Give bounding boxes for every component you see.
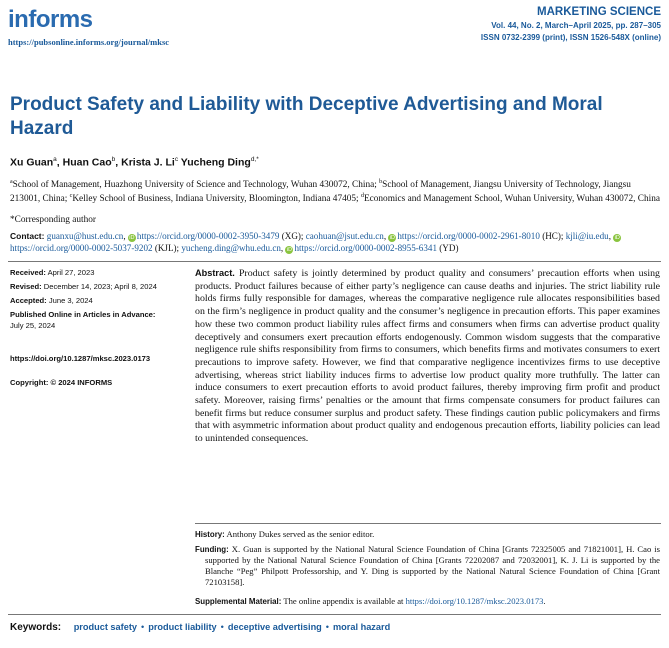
orcid-link[interactable]: https://orcid.org/0000-0002-3950-3479 bbox=[136, 231, 280, 241]
author-affil-mark: b bbox=[111, 156, 116, 163]
keyword-link[interactable]: moral hazard bbox=[333, 622, 391, 632]
doi-block bbox=[10, 354, 185, 365]
keyword-link[interactable]: product safety bbox=[73, 622, 137, 632]
author-affil-mark: c bbox=[174, 156, 179, 163]
author-affil-mark: d,* bbox=[250, 156, 259, 163]
issn-line: ISSN 0732-2399 (print), ISSN 1526-548X (online) bbox=[480, 33, 661, 42]
contact-label: Contact: bbox=[10, 231, 45, 241]
affiliation-d: Economics and Management School, Wuhan University, Wuhan 430072, China bbox=[363, 194, 660, 205]
accepted-date bbox=[10, 296, 185, 307]
supplemental-link[interactable]: https://doi.org/10.1287/mksc.2023.0173 bbox=[405, 596, 544, 606]
orcid-icon: iD bbox=[286, 246, 293, 253]
corresponding-author-note: *Corresponding author bbox=[10, 215, 96, 225]
received-date bbox=[10, 268, 185, 279]
orcid-icon: iD bbox=[129, 235, 135, 241]
keyword-separator: • bbox=[141, 622, 145, 632]
abstract bbox=[195, 267, 660, 446]
accepted-value: June 3, 2024 bbox=[48, 296, 93, 305]
orcid-link[interactable]: https://orcid.org/0000-0002-2961-8010 bbox=[397, 231, 540, 241]
divider bbox=[8, 614, 661, 615]
volume-line: Vol. 44, No. 2, March–April 2025, pp. 287–305 bbox=[491, 21, 661, 30]
affiliation-a: School of Management, Huazhong University of Science and Technology, Wuhan 430072, China; bbox=[12, 180, 377, 191]
supplemental-text: The online appendix is available at bbox=[283, 596, 404, 606]
history-text: Anthony Dukes served as the senior editor. bbox=[226, 529, 375, 539]
funding-block bbox=[195, 544, 660, 588]
email-link[interactable]: guanxu@hust.edu.cn bbox=[46, 231, 124, 241]
author-name: Krista J. Li bbox=[121, 156, 175, 169]
revised-date bbox=[10, 282, 185, 293]
logo-text: informs bbox=[8, 6, 93, 33]
copyright-block bbox=[10, 378, 185, 389]
email-link[interactable]: kjli@iu.edu bbox=[565, 231, 609, 241]
author-separator: , bbox=[56, 156, 63, 169]
author-name: Yucheng Ding bbox=[180, 156, 251, 169]
page-header bbox=[8, 6, 661, 50]
orcid-link[interactable]: https://orcid.org/0000-0002-8955-6341 bbox=[294, 242, 437, 253]
author-name: Xu Guan bbox=[10, 156, 54, 169]
author-affil-mark: a bbox=[53, 156, 57, 163]
affiliation-c: Kelley School of Business, Indiana University, Bloomington, Indiana 47405; bbox=[72, 194, 359, 205]
published-value: July 25, 2024 bbox=[10, 320, 56, 330]
history-block bbox=[195, 529, 660, 540]
journal-name: MARKETING SCIENCE bbox=[537, 6, 661, 18]
keywords-label: Keywords: bbox=[10, 622, 62, 633]
abstract-label: Abstract. bbox=[195, 268, 235, 278]
revised-value: December 14, 2023; April 8, 2024 bbox=[43, 282, 157, 291]
informs-logo[interactable] bbox=[8, 6, 93, 34]
author-initials: (XG) bbox=[281, 231, 301, 241]
keyword-separator: • bbox=[220, 622, 224, 632]
accepted-label: Accepted: bbox=[10, 296, 47, 305]
funding-label: Funding: bbox=[195, 545, 229, 554]
supplemental-end: . bbox=[543, 596, 546, 606]
supplemental-label: Supplemental Material: bbox=[195, 597, 282, 606]
email-link[interactable]: caohuan@jsut.edu.cn bbox=[305, 231, 384, 241]
copyright-text: Copyright: © 2024 INFORMS bbox=[10, 378, 113, 387]
orcid-icon: iD bbox=[389, 235, 395, 241]
email-link[interactable]: yucheng.ding@whu.edu.cn bbox=[181, 242, 281, 253]
received-label: Received: bbox=[10, 268, 46, 277]
revised-label: Revised: bbox=[10, 282, 42, 291]
affil-mark-d: d bbox=[360, 193, 364, 200]
doi-link[interactable]: https://doi.org/10.1287/mksc.2023.0173 bbox=[10, 354, 151, 363]
received-value: April 27, 2023 bbox=[47, 268, 95, 277]
affil-mark-c: c bbox=[69, 193, 73, 200]
affil-mark-a: a bbox=[10, 179, 13, 185]
affiliations bbox=[10, 177, 660, 206]
affiliation-b: School of Management, Jiangsu University of Technology, Jiangsu 213001, China; bbox=[10, 180, 631, 205]
contact-block: Contact: guanxu@hust.edu.cn, iD https://orcid.org/0000-0002-3950-3479 (XG); caohuan@jsut.edu.cn, iD https://orcid.org/0000-0002-2961-8010 (HC); kjli@iu.edu, iDhttps://orcid.org/0000-0002-5037-9202 (KJL); yucheng.ding@whu.edu.cn, iD https://orcid.org/0000-0002-8955-6341 (YD) bbox=[10, 231, 620, 253]
journal-url-link[interactable]: https://pubsonline.informs.org/journal/mksc bbox=[8, 37, 170, 47]
author-initials: (KJL) bbox=[154, 242, 177, 253]
journal-info bbox=[481, 6, 661, 42]
abstract-text: Product safety is jointly determined by product quality and consumers’ precaution efforts when using products. Product failures because of either party’s negligence can cause deaths and injuries. The strict liability rule holds firms fully responsible for damages, whereas the comparative negligence rule allocates responsibilities based on the firm’s negligence in product quality and the consumer’s negligence in precaution efforts. This paper examines how these two common product liability rules affect firms and consumers when firms can advertise product quality deceptively and consumers exert precaution efforts endogenously. Common wisdom suggests that the comparative negligence rule shifts responsibility from firms to consumers, which benefits firms and motivates consumers to exert precautions to improve safety. However, we find that comparative negligence incentivizes firms to use deceptive advertising, whereas strict liability induces firms to advertise low product quality more truthfully. The latter can induce consumers to exert precaution efforts to avoid product failures, thereby improving firm profit and product safety. Moreover, raising firms’ penalties or the amount that firms compensate consumers for product failures can benefit firms but reduce consumer surplus and product safety. These findings caution public policymakers and firms that with asymmetric information about product quality and endogenous precaution efforts, liability policies can lead to unintended consequences. bbox=[195, 268, 660, 445]
history-label: History: bbox=[195, 530, 225, 539]
author-initials: (HC) bbox=[542, 231, 561, 241]
author-list bbox=[10, 156, 259, 169]
keywords bbox=[10, 622, 390, 633]
funding-text: X. Guan is supported by the National Natural Science Foundation of China [Grants 72325005 and 71821001], H. Cao is supported by the National Natural Science Foundation of China [Grants 72202087 and 72032001], K. J. Li is supported by the Blanche “Peg” Philpott Professorship, and Y. Ding is supported by the National Natural Science Foundation of China [Grant 72103158]. bbox=[205, 544, 660, 587]
keyword-link[interactable]: product liability bbox=[148, 622, 217, 632]
divider bbox=[8, 261, 661, 262]
article-title: Product Safety and Liability with Deceptive Advertising and Moral Hazard bbox=[10, 94, 603, 139]
published-label: Published Online in Articles in Advance: bbox=[10, 310, 156, 319]
author-name: Huan Cao bbox=[62, 156, 112, 169]
keyword-separator: • bbox=[325, 622, 330, 632]
affil-mark-b: b bbox=[379, 179, 383, 185]
orcid-icon: iD bbox=[614, 235, 620, 241]
divider bbox=[195, 523, 661, 524]
supplemental-block bbox=[195, 596, 660, 607]
orcid-link[interactable]: https://orcid.org/0000-0002-5037-9202 bbox=[10, 242, 153, 253]
author-initials: (YD) bbox=[439, 242, 459, 253]
keyword-link[interactable]: deceptive advertising bbox=[227, 622, 322, 632]
author-separator: , bbox=[115, 156, 122, 169]
published-date bbox=[10, 310, 185, 331]
